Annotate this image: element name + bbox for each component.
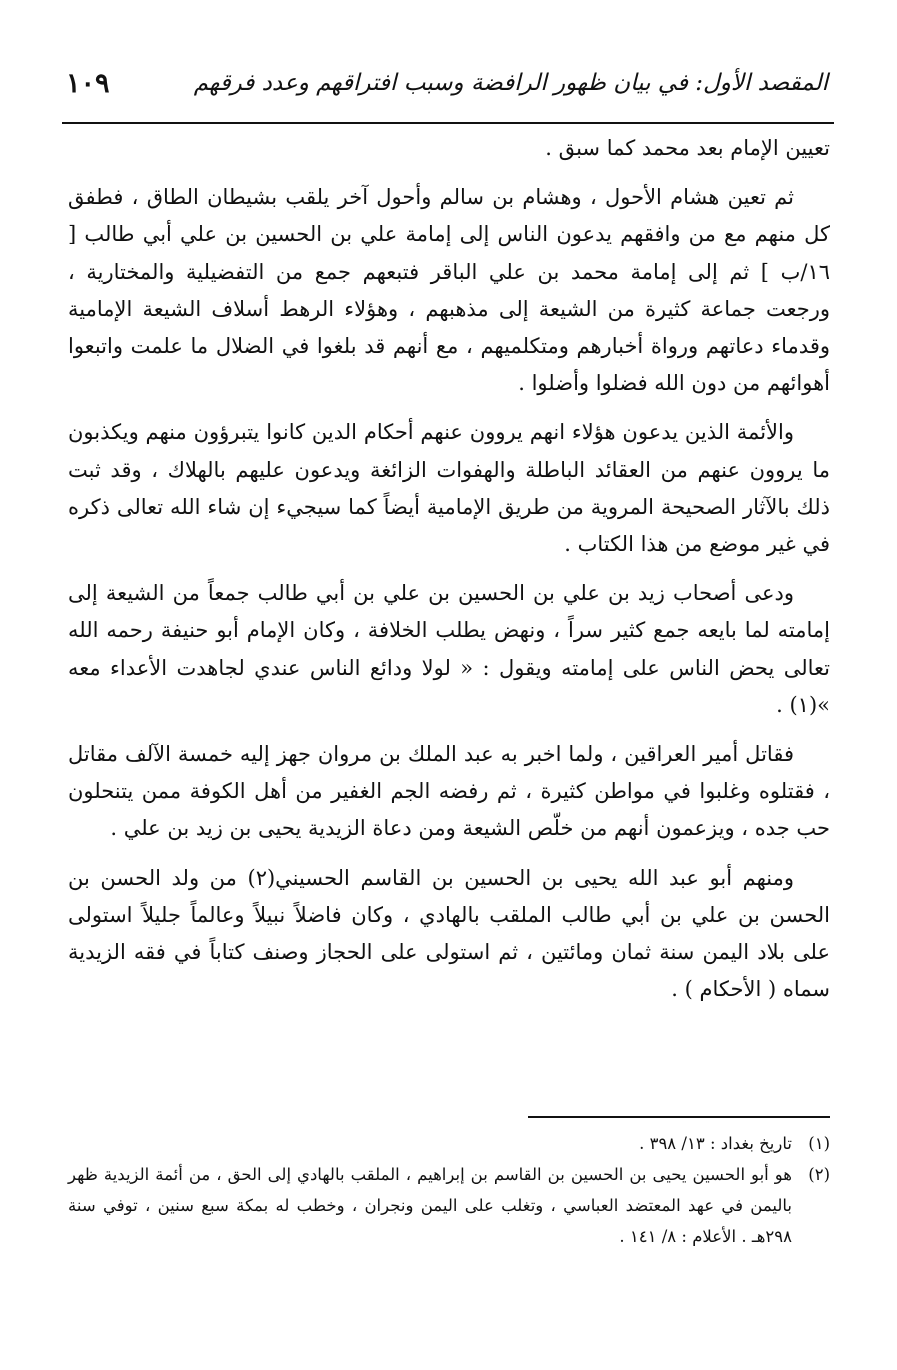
- footnote-number: (٢): [808, 1165, 830, 1184]
- footnote-text: تاريخ بغداد : ١٣/ ٣٩٨ .: [639, 1134, 792, 1153]
- footnote: [68, 1128, 830, 1159]
- running-title: المقصد الأول: في بيان ظهور الرافضة وسبب افتراقهم وعدد فرقهم: [193, 70, 828, 96]
- paragraph: فقاتل أمير العراقين ، ولما اخبر به عبد الملك بن مروان جهز إليه خمسة الآلف مقاتل ، فقتلوه وغلبوا في مواطن كثيرة ، ثم رفضه الجم الغفير من أهل الكوفة ممن يتنحلون حب جده ، ويزعمون أنهم من خلّص الشيعة ومن دعاة الزيدية يحيى بن زيد بن علي .: [68, 742, 830, 841]
- footnote: [68, 1159, 830, 1252]
- paragraph: ومنهم أبو عبد الله يحيى بن الحسين بن القاسم الحسيني(٢) من ولد الحسن بن الحسن بن علي بن أبي طالب الملقب بالهادي ، وكان فاضلاً نبيلاً وعالماً جليلاً استولى على بلاد اليمن سنة ثمان ومائتين ، ثم استولى على الحجاز وصنف كتاباً في فقه الزيدية سماه ( الأحكام ) .: [68, 865, 830, 1002]
- footnote-text: هو أبو الحسين يحيى بن الحسين بن القاسم بن إبراهيم ، الملقب بالهادي إلى الحق ، من أئمة الزيدية ظهر باليمن في عهد المعتضد العباسي ، وتغلب على اليمن ونجران ، وخطب له بمكة سبع سنين ، توفي سنة ٢٩٨هـ . الأعلام : ٨/ ١٤١ .: [68, 1165, 792, 1246]
- footnote-number: (١): [808, 1134, 830, 1153]
- paragraph: ثم تعين هشام الأحول ، وهشام بن سالم وأحول آخر يلقب بشيطان الطاق ، فطفق كل منهم مع من وافقهم يدعون الناس إلى إمامة علي بن الحسين بن علي أبي طالب [ ١٦/ب ] ثم إلى إمامة محمد بن علي الباقر فتبعهم جمع من التفضيلية والمختارية ، ورجعت جماعة كثيرة من الشيعة إلى مذهبهم ، وهؤلاء الرهط أسلاف الشيعة الإمامية وقدماء دعاتهم ورواة أخبارهم ومتكلميهم ، مع أنهم قد بلغوا في الضلال ما علمت واتبعوا أهوائهم من دون الله فضلوا وأضلوا .: [68, 185, 830, 396]
- page-number: ١٠٩: [66, 68, 110, 99]
- footnote-rule: [528, 1116, 830, 1118]
- header-rule: [62, 122, 834, 124]
- page-header: [62, 64, 832, 120]
- paragraph: ودعى أصحاب زيد بن علي بن الحسين بن علي بن أبي طالب جمعاً من الشيعة إلى إمامته لما بايعه جمع كثير سراً ، ونهض يطلب الخلافة ، وكان الإمام أبو حنيفة رحمه الله تعالى يحض الناس على إمامته ويقول : « لولا ودائع الناس عندي لجاهدت الأعداء معه »(١) .: [68, 581, 830, 717]
- footnotes: [68, 1128, 830, 1252]
- paragraph: تعيين الإمام بعد محمد كما سبق .: [545, 136, 830, 160]
- main-text: [68, 130, 830, 1020]
- paragraph: والأئمة الذين يدعون هؤلاء انهم يروون عنهم أحكام الدين كانوا يتبرؤون منهم ويكذبون ما يروون عنهم من العقائد الباطلة والهفوات الزائغة ويدعون عليهم بالهلاك ، وقد ثبت ذلك بالآثار الصحيحة المروية من طريق الإمامية أيضاً كما سيجيء إن شاء الله تعالى ذكره في غير موضع من هذا الكتاب .: [68, 420, 830, 557]
